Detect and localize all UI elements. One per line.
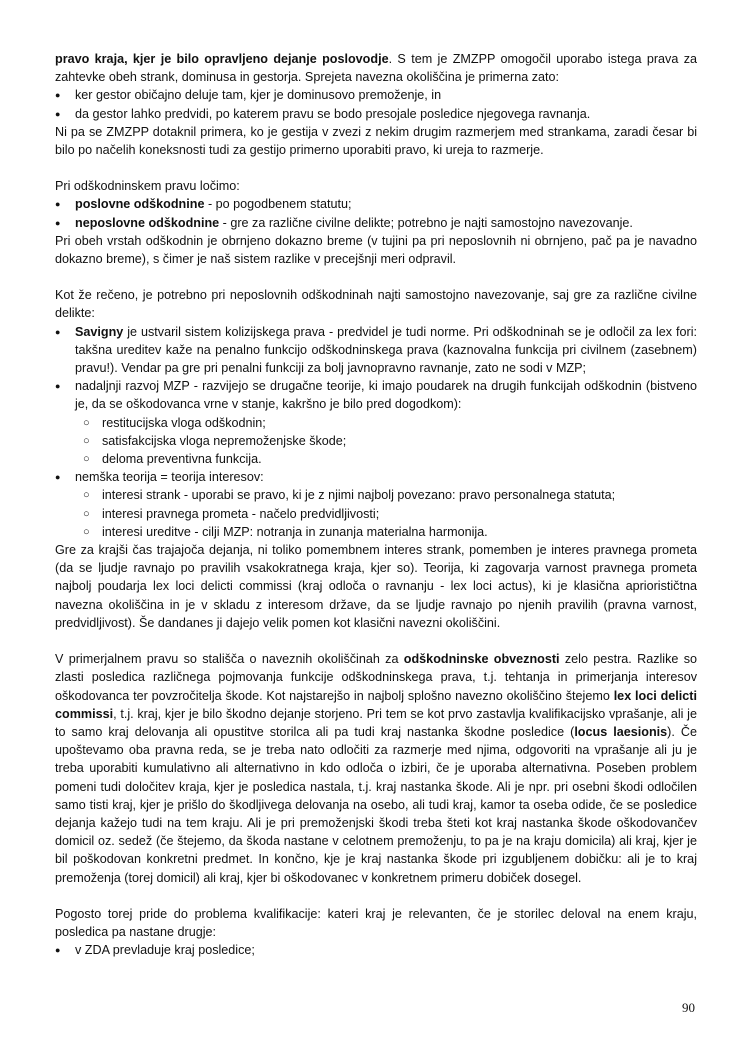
- paragraph-odskodnine-intro: Pri odškodninskem pravu ločimo:: [55, 179, 240, 194]
- paragraph-koneksnost: Ni pa se ZMZPP dotaknil primera, ko je gestija v zvezi z nekim drugim razmerjem med strankama, zaradi česar bi bilo po načelih koneksnosti tudi za gestijo primerno uporabiti pravo, ki ureja to razmerje.: [55, 124, 697, 158]
- sub-list-item: ○ restitucijska vloga odškodnin;: [75, 414, 697, 432]
- list-item-mzp: ● nadaljnji razvoj MZP - razvijejo se drugačne teorije, ki imajo poudarek na drugih funkcijah odškodnin (bistveno je, da se oškodovanca vrne v stanje, kakršno je bilo pred dogodkom): ○ restitucijska vloga odškodnin; ○ satisfakcijska vloga nepremoženjske škode; ○ deloma preventivna funkcija.: [55, 377, 697, 468]
- page-number: 90: [682, 1000, 695, 1015]
- bullet-list-zda: [55, 941, 697, 959]
- bullet-list-teorije: [55, 323, 697, 541]
- list-item: ● neposlovne odškodnine - gre za različne civilne delikte; potrebno je najti samostojno navezovanje.: [55, 214, 697, 232]
- paragraph-gestija: pravo kraja, kjer je bilo opravljeno dejanje poslovodje. S tem je ZMZPP omogočil uporabo istega prava za zahtevke obeh strank, dominusa in gestorja. Sprejeta navezna okoliščina je primerna zato:: [55, 52, 697, 85]
- list-item-nemska-teorija: ● nemška teorija = teorija interesov: ○ interesi strank - uporabi se pravo, ki je z njimi najbolj povezano: pravo personalnega statuta; ○ interesi pravnega prometa - načelo predvidljivosti; ○ interesi ureditve - cilji MZP: notranja in zunanja materialna harmonija.: [55, 468, 697, 541]
- sub-list-item: ○ interesi strank - uporabi se pravo, ki je z njimi najbolj povezano: pravo personalnega statuta;: [75, 486, 697, 504]
- sub-list-item: ○ deloma preventivna funkcija.: [75, 450, 697, 468]
- paragraph-primerjalno-pravo: V primerjalnem pravu so stališča o naveznih okoliščinah za odškodninske obveznosti zelo pestra. Razlike so zlasti posledica različnega pojmovanja funkcije odškodninskega prava, t.j. tehtanja in primerjanja interesov oškodovanca ter povzročitelja škode. Kot najstarejšo in najbolj splošno navezno okoliščino štejemo lex loci delicti commissi, t.j. kraj, kjer je bilo škodno dejanje storjeno. Pri tem se kot prvo zastavlja kvalifikacijsko vprašanje, ali je to samo kraj delovanja ali opustitve storilca ali pa tudi kraj nastanka škodne posledice (locus laesionis). Če upoštevamo oba pravna reda, se je treba nato odločiti za razmerje med njima, odgovoriti na vprašanje ali ju je treba uporabiti kumulativno ali alternativno in kdo odloča o izbiri, če je uporaba alternativna. Poseben problem pomeni tudi določitev kraja, kjer je posledica nastala, t.j. kraj nastanka škode. Ali je npr. pri osebni škodi odločilen samo tisti kraj, kjer je prišlo do škodljivega delovanja na osebo, ali tudi kraj, kamor ta oseba odide, če se posledice dejanja kažejo tudi na tem kraju. Ali je pri premoženjski škodi treba šteti kot kraj nastanka škode oškodovančev domicil oz. sedež (če štejemo, da škoda nastane v celotnem premoženju, to pa je na kraju domicila) ali kraj, kjer je bil poškodovan konkretni predmet. In končno, kje je kraj nastanka škode pri izgubljenem dobičku: ali je to kraj premoženja (torej domicil) ali kraj, kjer bi oškodovanec v konkretnem primeru dobiček dosegel.: [55, 652, 697, 885]
- bold-term: pravo kraja, kjer je bilo opravljeno dejanje poslovodje: [55, 52, 389, 66]
- list-item: ● ker gestor običajno deluje tam, kjer je dominusovo premoženje, in: [55, 86, 697, 104]
- paragraph-lex-loci: Gre za krajši čas trajajoča dejanja, ni toliko pomembnem interes strank, pomemben je interes pravnega prometa (da se ljudje ravnajo po pravilih vsakokratnega kraja, kjer so). Teorija, ki zagovarja varnost pravnega prometa najbolj poudarja lex loci delicti commissi (kraj odloča o ravnanju - lex loci actus), ki je klasična apriorističtna navezna okoliščina in je v skladu z interesom države, da se ljudje ravnajo po njenih pravilih (pravna varnost, predvidljivost). Še dandanes ji dajejo velik pomen kot klasični navezni okoliščini.: [55, 543, 697, 630]
- bullet-list-gestor: [55, 86, 697, 122]
- sub-list-funkcije: [75, 414, 697, 469]
- paragraph-navezovanje: Kot že rečeno, je potrebno pri neposlovnih odškodninah najti samostojno navezovanje, saj gre za različne civilne delikte:: [55, 288, 697, 321]
- sub-list-interesi: [75, 486, 697, 541]
- list-item: ● v ZDA prevladuje kraj posledice;: [55, 941, 697, 959]
- sub-list-item: ○ interesi ureditve - cilji MZP: notranja in zunanja materialna harmonija.: [75, 523, 697, 541]
- bullet-list-odskodnine: [55, 195, 697, 231]
- list-item: ● poslovne odškodnine - po pogodbenem statutu;: [55, 195, 697, 213]
- sub-list-item: ○ interesi pravnega prometa - načelo predvidljivosti;: [75, 505, 697, 523]
- list-item-savigny: ● Savigny je ustvaril sistem kolizijskega prava - predvidel je tudi norme. Pri odškodninah se je odločil za lex fori: takšna ureditev kaže na penalno funkcijo odškodninskega prava (kaznovalna funkcija pri civilnem (zasebnem) pravu!). Vendar pa gre pri penalni funkciji za bolj javnopravno ravnanje, zato ne sodi v MZP;: [55, 323, 697, 378]
- sub-list-item: ○ satisfakcijska vloga nepremoženjske škode;: [75, 432, 697, 450]
- paragraph-dokazno-breme: Pri obeh vrstah odškodnin je obrnjeno dokazno breme (v tujini pa pri neposlovnih ni obrnjeno, pač pa je navadno dokazno breme), s čimer je naš sistem razlike v precejšnji meri odpravil.: [55, 233, 697, 267]
- list-item: ● da gestor lahko predvidi, po katerem pravu se bodo presojale posledice njegovega ravnanja.: [55, 105, 697, 123]
- document-body: [55, 50, 697, 959]
- paragraph-kvalifikacija: Pogosto torej pride do problema kvalifikacije: kateri kraj je relevanten, če je storilec deloval na enem kraju, posledica pa nastane drugje:: [55, 906, 697, 939]
